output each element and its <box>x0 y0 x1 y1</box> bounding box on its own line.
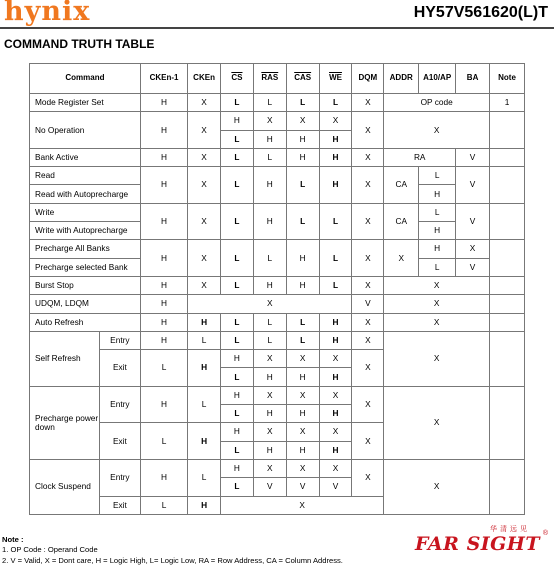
cell: Precharge power down <box>30 386 100 459</box>
cell: V <box>456 258 490 276</box>
cell: L <box>419 203 456 221</box>
cell: Exit <box>99 496 140 514</box>
cell: X <box>352 94 384 112</box>
cell: X <box>352 459 384 496</box>
cell: H <box>319 441 352 459</box>
cell: H <box>286 240 319 277</box>
cell: X <box>352 148 384 166</box>
cell: X <box>188 167 221 204</box>
cell: Read with Autoprecharge <box>30 185 141 203</box>
cell: X <box>352 350 384 387</box>
cell: X <box>384 240 419 277</box>
cell: H <box>188 496 221 514</box>
cell: X <box>352 203 384 240</box>
cell: H <box>140 94 187 112</box>
cell: X <box>253 459 286 477</box>
cell: L <box>319 94 352 112</box>
farsight-logo: FAR SIGHT <box>415 533 540 555</box>
col-ras: $\overline{RAS}$ <box>253 64 286 94</box>
cell: H <box>221 423 254 441</box>
cell: H <box>253 368 286 386</box>
cell: H <box>319 368 352 386</box>
cell: L <box>286 167 319 204</box>
cell <box>490 148 525 166</box>
cell: L <box>253 331 286 349</box>
cell: X <box>384 295 490 313</box>
cell: H <box>286 368 319 386</box>
cell: H <box>419 222 456 240</box>
table-row <box>30 240 525 258</box>
cell: H <box>221 112 254 130</box>
table-row <box>30 148 525 166</box>
table-row <box>30 386 525 404</box>
cell: L <box>221 478 254 496</box>
col-we: $\overline{WE}$ <box>319 64 352 94</box>
cell: X <box>319 386 352 404</box>
cell: L <box>286 331 319 349</box>
cell: H <box>319 148 352 166</box>
cell: Exit <box>99 423 140 460</box>
cell: V <box>456 148 490 166</box>
cell: H <box>286 276 319 294</box>
cell: X <box>352 276 384 294</box>
cell: X <box>352 423 384 460</box>
cell: H <box>319 313 352 331</box>
col-note: Note <box>490 64 525 94</box>
cell: H <box>253 441 286 459</box>
cell: X <box>384 459 490 514</box>
cell <box>490 276 525 294</box>
cell: X <box>319 350 352 368</box>
table-row <box>30 313 525 331</box>
cell: X <box>319 112 352 130</box>
col-cs: $\overline{CS}$ <box>221 64 254 94</box>
cell: L <box>419 258 456 276</box>
cell: H <box>286 405 319 423</box>
table-header-row <box>30 64 525 94</box>
cell: Bank Active <box>30 148 141 166</box>
cell: L <box>221 240 254 277</box>
col-a10-ap: A10/AP <box>419 64 456 94</box>
cell <box>490 167 525 204</box>
cell: X <box>319 459 352 477</box>
hynix-logo: hynix <box>4 0 91 27</box>
cell: X <box>319 423 352 441</box>
cell: X <box>188 94 221 112</box>
cell: X <box>188 203 221 240</box>
cell: L <box>221 167 254 204</box>
cell: Entry <box>99 386 140 423</box>
cell: L <box>188 331 221 349</box>
cell: X <box>188 276 221 294</box>
cell <box>490 295 525 313</box>
cell: X <box>253 386 286 404</box>
table-row <box>30 112 525 130</box>
cell <box>490 331 525 386</box>
cell: L <box>140 496 187 514</box>
cell: Mode Register Set <box>30 94 141 112</box>
cell: Precharge All Banks <box>30 240 141 258</box>
cell: H <box>286 148 319 166</box>
cell: H <box>140 276 187 294</box>
cell: L <box>221 130 254 148</box>
table-row <box>30 295 525 313</box>
cell: CA <box>384 203 419 240</box>
cell: X <box>384 276 490 294</box>
cell: X <box>253 112 286 130</box>
cell: V <box>253 478 286 496</box>
cell: H <box>188 350 221 387</box>
cell: H <box>319 130 352 148</box>
cell: CA <box>384 167 419 204</box>
cell: V <box>456 203 490 240</box>
cell: H <box>253 167 286 204</box>
cell: L <box>286 313 319 331</box>
table-row <box>30 459 525 477</box>
cell: L <box>221 368 254 386</box>
cell: H <box>188 423 221 460</box>
cell: X <box>286 112 319 130</box>
registered-mark: ® <box>542 530 548 537</box>
cell: X <box>286 423 319 441</box>
cell: H <box>319 167 352 204</box>
cell: L <box>221 94 254 112</box>
col-cken: CKEn <box>188 64 221 94</box>
cell: L <box>253 313 286 331</box>
cell: L <box>221 276 254 294</box>
cell: Exit <box>99 350 140 387</box>
cell: Precharge selected Bank <box>30 258 141 276</box>
part-number: HY57V561620(L)T <box>413 4 548 21</box>
cell: L <box>419 167 456 185</box>
cell: X <box>352 240 384 277</box>
cell: Clock Suspend <box>30 459 100 514</box>
cell: L <box>221 148 254 166</box>
cell: X <box>352 331 384 349</box>
cell: H <box>253 203 286 240</box>
cell: L <box>221 405 254 423</box>
cell: Write with Autoprecharge <box>30 222 141 240</box>
cell: L <box>188 459 221 496</box>
cell: H <box>140 313 187 331</box>
cell: L <box>221 331 254 349</box>
section-title: COMMAND TRUTH TABLE <box>4 37 155 51</box>
table-row <box>30 94 525 112</box>
table-row <box>30 276 525 294</box>
cell: X <box>286 459 319 477</box>
cell: X <box>253 350 286 368</box>
cell <box>490 240 525 277</box>
cell: No Operation <box>30 112 141 149</box>
cell: L <box>221 313 254 331</box>
cell: H <box>140 295 187 313</box>
cell <box>490 386 525 459</box>
cell: H <box>419 240 456 258</box>
cell: Self Refresh <box>30 331 100 386</box>
cell: H <box>140 167 187 204</box>
cell: L <box>221 441 254 459</box>
cell: X <box>286 386 319 404</box>
header-rule <box>0 27 554 29</box>
cell: L <box>286 94 319 112</box>
cell: X <box>188 240 221 277</box>
note-1: 1. OP Code : Operand Code <box>2 545 98 554</box>
cell: Auto Refresh <box>30 313 141 331</box>
cell: Entry <box>99 331 140 349</box>
col-addr: ADDR <box>384 64 419 94</box>
col-ba: BA <box>456 64 490 94</box>
cell: H <box>319 405 352 423</box>
cell: X <box>188 148 221 166</box>
cell: UDQM, LDQM <box>30 295 141 313</box>
cell: H <box>188 313 221 331</box>
cell: RA <box>384 148 456 166</box>
cell: H <box>140 240 187 277</box>
cell <box>490 313 525 331</box>
cell: X <box>352 313 384 331</box>
cell: H <box>253 276 286 294</box>
table-row <box>30 331 525 349</box>
cell: OP code <box>384 94 490 112</box>
cell: X <box>221 496 384 514</box>
cell: X <box>253 423 286 441</box>
cell: L <box>319 240 352 277</box>
cell: L <box>253 148 286 166</box>
cell: Entry <box>99 459 140 496</box>
cell: H <box>140 112 187 149</box>
cell: X <box>384 331 490 386</box>
cell: X <box>384 112 490 149</box>
cell: L <box>253 240 286 277</box>
cell: H <box>140 459 187 496</box>
cell: H <box>140 331 187 349</box>
cell: H <box>419 185 456 203</box>
cell: L <box>140 423 187 460</box>
cell: H <box>253 405 286 423</box>
cell: H <box>253 130 286 148</box>
cell: Write <box>30 203 141 221</box>
cell: L <box>221 203 254 240</box>
col-cken-1: CKEn-1 <box>140 64 187 94</box>
note-heading: Note : <box>2 535 24 544</box>
cell: Burst Stop <box>30 276 141 294</box>
cell: X <box>188 112 221 149</box>
cell: H <box>286 441 319 459</box>
table-row <box>30 167 525 185</box>
cell: H <box>319 331 352 349</box>
cell: X <box>352 112 384 149</box>
col-cas: $\overline{CAS}$ <box>286 64 319 94</box>
cell: L <box>319 276 352 294</box>
cell: H <box>221 459 254 477</box>
cell: H <box>140 203 187 240</box>
table-row <box>30 203 525 221</box>
cell: V <box>286 478 319 496</box>
cell: H <box>286 130 319 148</box>
cell <box>490 112 525 149</box>
cell: L <box>253 94 286 112</box>
cell: X <box>286 350 319 368</box>
cell: L <box>286 203 319 240</box>
command-truth-table <box>29 63 525 515</box>
cell: H <box>140 148 187 166</box>
col-dqm: DQM <box>352 64 384 94</box>
cell: H <box>140 386 187 423</box>
cell: L <box>319 203 352 240</box>
cell: V <box>352 295 384 313</box>
note-2: 2. V = Valid, X = Dont care, H = Logic High, L= Logic Low, RA = Row Address, CA = Column Address. <box>2 556 343 565</box>
cell: X <box>352 167 384 204</box>
cell <box>490 203 525 240</box>
cell <box>490 459 525 514</box>
cell: Read <box>30 167 141 185</box>
cell: V <box>456 167 490 204</box>
cell: H <box>221 386 254 404</box>
cell: H <box>221 350 254 368</box>
cell: L <box>140 350 187 387</box>
cell: 1 <box>490 94 525 112</box>
cell: L <box>188 386 221 423</box>
cell: X <box>384 386 490 459</box>
cell: X <box>456 240 490 258</box>
cell: V <box>319 478 352 496</box>
cell: X <box>352 386 384 423</box>
col-command: Command <box>30 64 141 94</box>
cell: X <box>188 295 352 313</box>
cell: X <box>384 313 490 331</box>
farsight-chinese-name: 华清远见 <box>490 526 530 533</box>
